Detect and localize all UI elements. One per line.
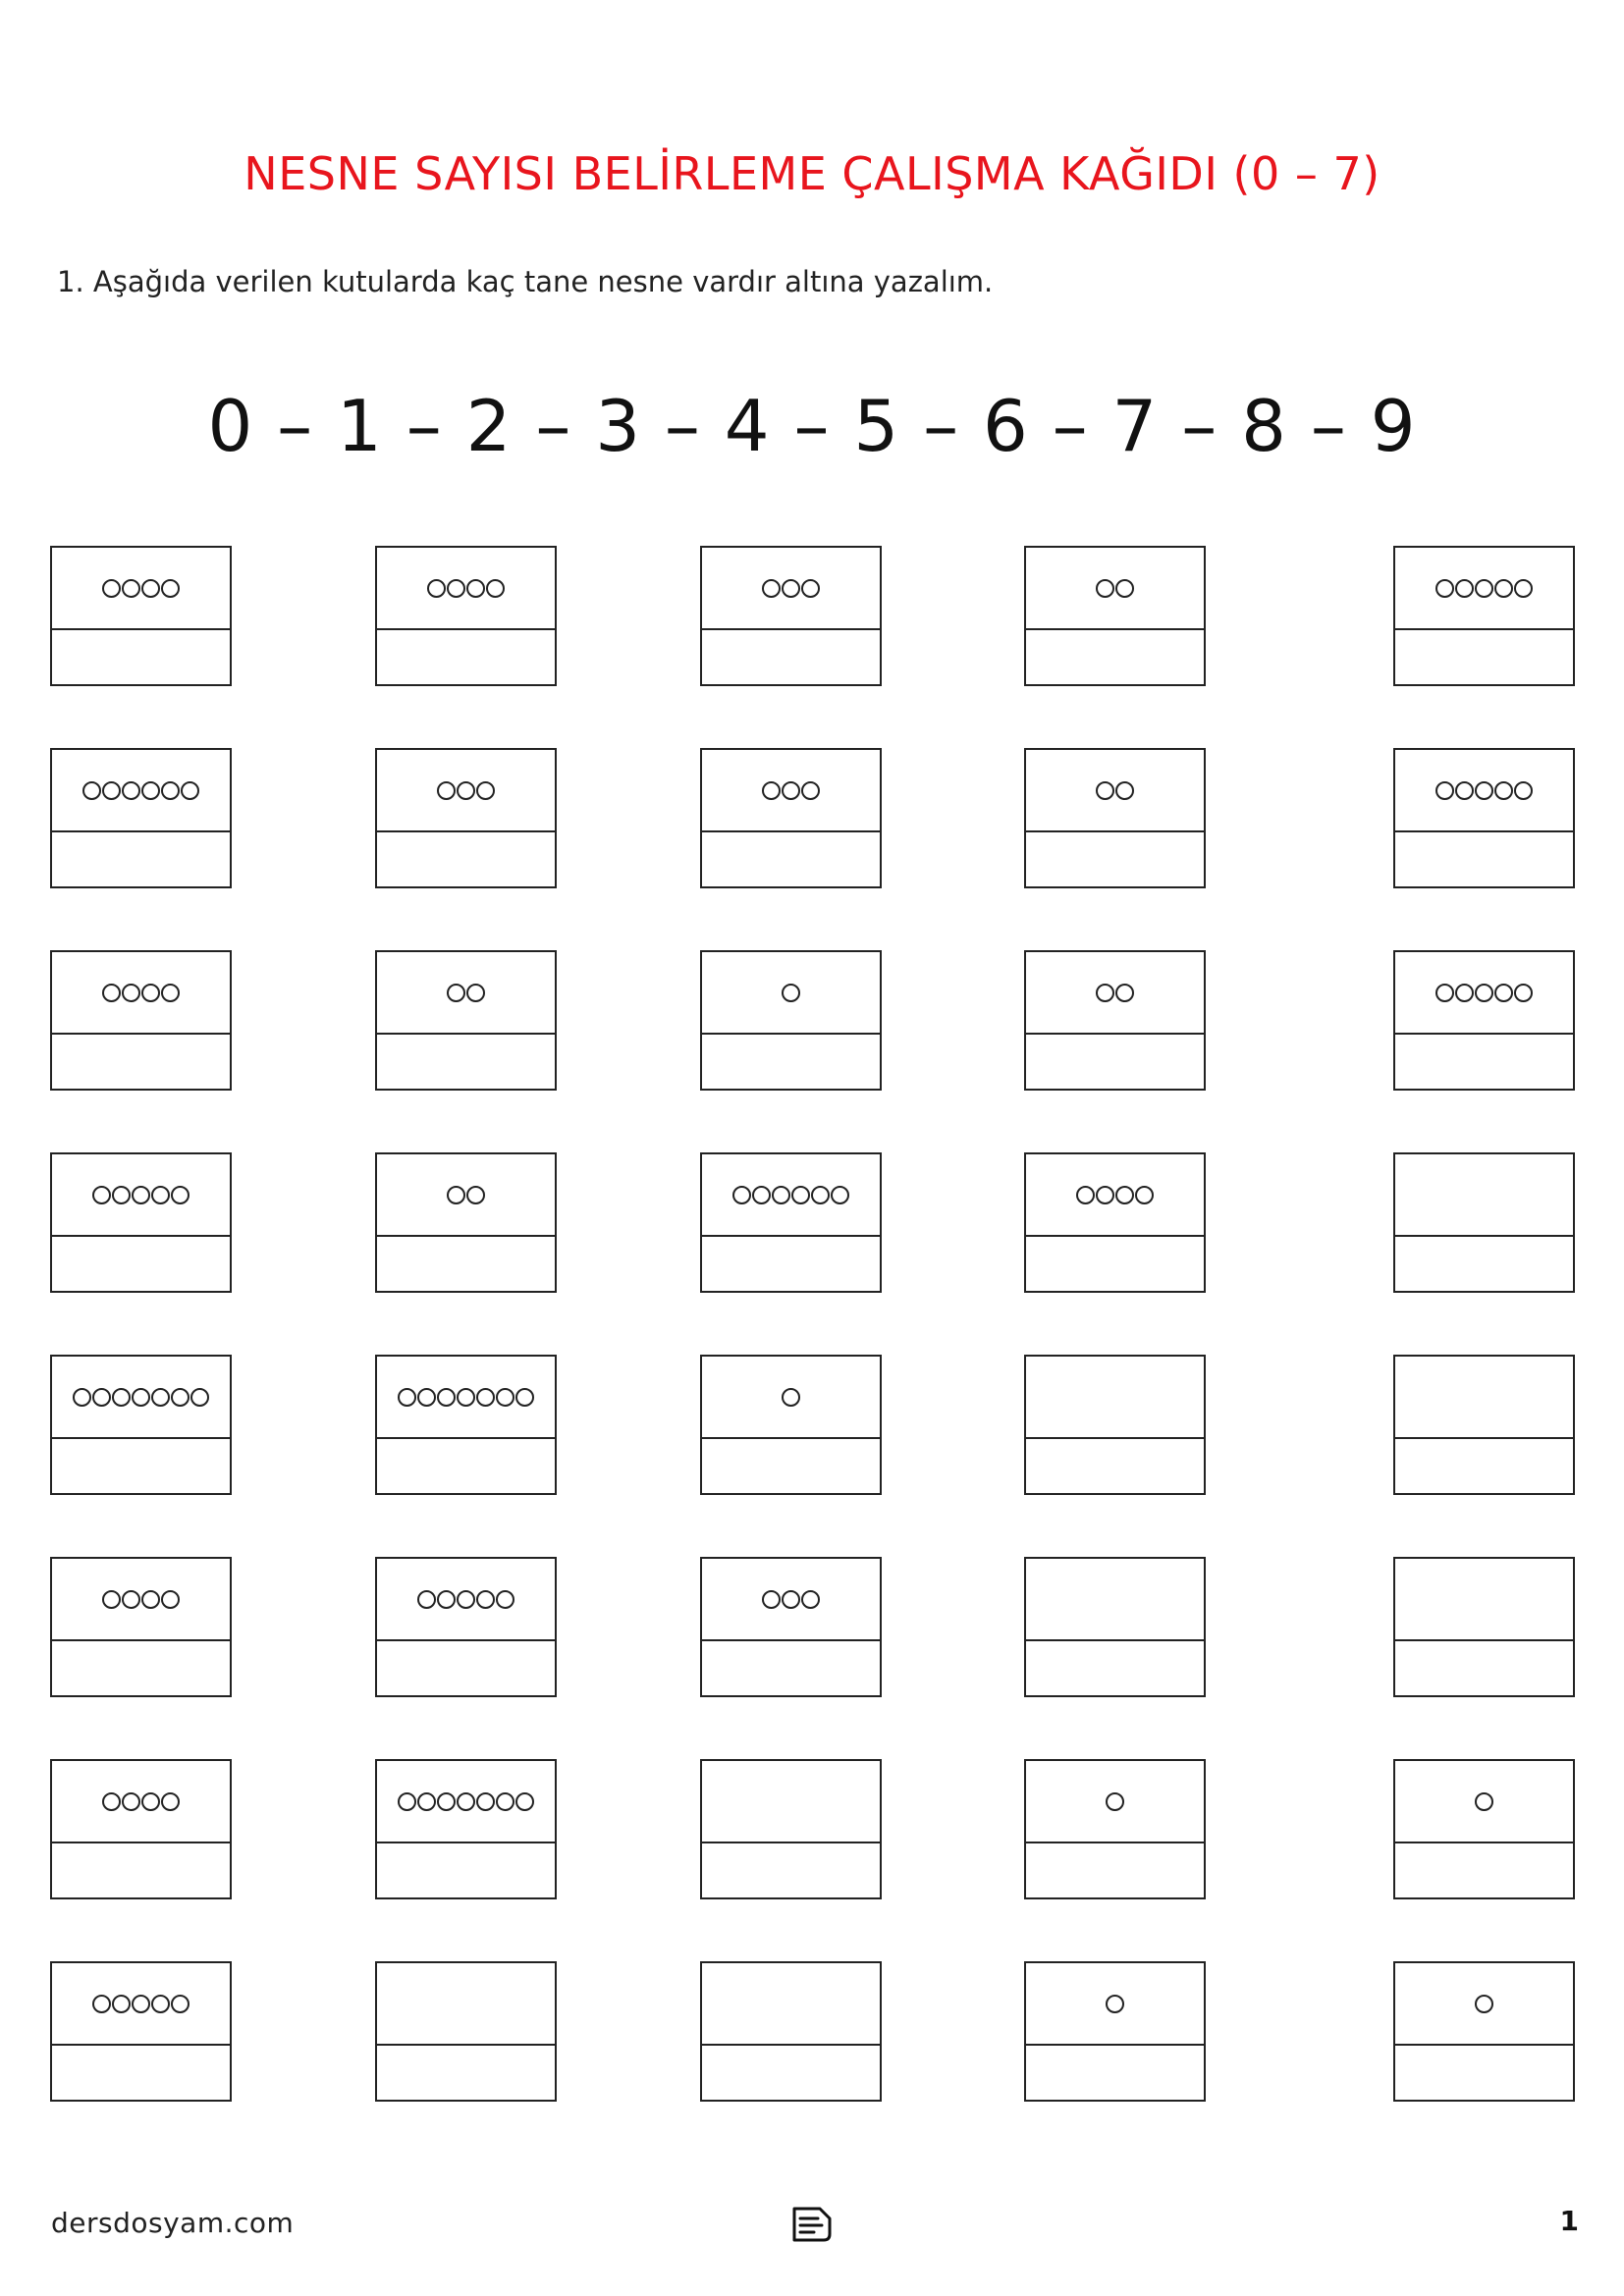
count-box — [1024, 1557, 1206, 1697]
circle-object — [1435, 579, 1454, 598]
object-area — [1395, 1559, 1573, 1641]
circle-object — [92, 1388, 111, 1407]
circle-object — [161, 1792, 180, 1811]
circle-object — [762, 1590, 781, 1609]
circle-object — [132, 1995, 150, 2013]
circle-object — [112, 1186, 131, 1204]
circle-object — [427, 579, 446, 598]
circle-object — [171, 1388, 189, 1407]
answer-field[interactable] — [1026, 1236, 1204, 1291]
circle-object — [151, 1186, 170, 1204]
answer-field[interactable] — [1395, 1640, 1573, 1695]
count-box — [375, 546, 557, 686]
count-box — [375, 1759, 557, 1899]
circle-object — [1475, 1995, 1493, 2013]
circle-object — [141, 579, 160, 598]
answer-field[interactable] — [52, 1640, 230, 1695]
circle-object — [437, 1590, 456, 1609]
count-box — [1393, 1557, 1575, 1697]
object-area — [702, 1559, 880, 1641]
object-area — [52, 952, 230, 1035]
circle-object — [1106, 1792, 1124, 1811]
answer-field[interactable] — [52, 1842, 230, 1897]
count-box — [1024, 1961, 1206, 2102]
count-box — [375, 950, 557, 1091]
circle-object — [457, 1388, 475, 1407]
circle-object — [102, 579, 121, 598]
count-box — [1024, 950, 1206, 1091]
circle-object — [476, 781, 495, 800]
object-area — [52, 1963, 230, 2046]
answer-field[interactable] — [52, 1438, 230, 1493]
circle-object — [476, 1388, 495, 1407]
circle-object — [141, 1590, 160, 1609]
count-box — [1393, 1152, 1575, 1293]
count-box — [50, 950, 232, 1091]
circle-object — [190, 1388, 209, 1407]
circle-object — [782, 781, 800, 800]
object-area — [702, 1154, 880, 1237]
object-area — [377, 1963, 555, 2046]
answer-field[interactable] — [377, 629, 555, 684]
object-area — [1395, 1154, 1573, 1237]
circle-object — [1106, 1995, 1124, 2013]
worksheet-title: NESNE SAYISI BELİRLEME ÇALIŞMA KAĞIDI (0 – 7) — [244, 147, 1380, 200]
answer-field[interactable] — [702, 1236, 880, 1291]
count-box — [700, 1152, 882, 1293]
object-area — [377, 1761, 555, 1843]
circle-object — [141, 781, 160, 800]
circle-object — [398, 1792, 416, 1811]
circle-object — [1115, 579, 1134, 598]
circle-object — [112, 1388, 131, 1407]
circle-object — [782, 579, 800, 598]
circle-object — [151, 1995, 170, 2013]
circle-object — [791, 1186, 810, 1204]
circle-object — [1115, 984, 1134, 1002]
circle-object — [1115, 781, 1134, 800]
circle-object — [801, 1590, 820, 1609]
answer-field[interactable] — [702, 1842, 880, 1897]
answer-field[interactable] — [52, 831, 230, 886]
count-box — [1393, 1961, 1575, 2102]
answer-field[interactable] — [1026, 2045, 1204, 2100]
circle-object — [782, 1388, 800, 1407]
count-box — [50, 1759, 232, 1899]
circle-object — [132, 1186, 150, 1204]
object-area — [1026, 1357, 1204, 1439]
circle-object — [447, 984, 465, 1002]
count-box — [375, 1961, 557, 2102]
circle-object — [122, 1792, 140, 1811]
circle-object — [398, 1388, 416, 1407]
answer-field[interactable] — [52, 1034, 230, 1089]
circle-object — [161, 781, 180, 800]
count-box — [1024, 546, 1206, 686]
answer-field[interactable] — [1395, 1236, 1573, 1291]
object-area — [1026, 1963, 1204, 2046]
count-box — [50, 1152, 232, 1293]
count-box — [50, 1355, 232, 1495]
circle-object — [762, 579, 781, 598]
count-box — [1393, 748, 1575, 888]
circle-object — [447, 579, 465, 598]
circle-object — [437, 781, 456, 800]
count-box — [375, 1152, 557, 1293]
circle-object — [1135, 1186, 1154, 1204]
circle-object — [102, 984, 121, 1002]
object-area — [52, 1559, 230, 1641]
count-box — [700, 1759, 882, 1899]
circle-object — [1514, 579, 1533, 598]
object-area — [52, 1357, 230, 1439]
object-area — [1395, 952, 1573, 1035]
circle-object — [122, 984, 140, 1002]
count-box — [700, 546, 882, 686]
circle-object — [151, 1388, 170, 1407]
circle-object — [1494, 781, 1513, 800]
count-box — [1393, 546, 1575, 686]
answer-field[interactable] — [702, 1640, 880, 1695]
object-area — [702, 750, 880, 832]
answer-field[interactable] — [377, 831, 555, 886]
circle-object — [102, 781, 121, 800]
object-area — [1395, 1761, 1573, 1843]
object-area — [1395, 750, 1573, 832]
circle-object — [496, 1792, 514, 1811]
circle-object — [496, 1590, 514, 1609]
circle-object — [732, 1186, 751, 1204]
circle-object — [112, 1995, 131, 2013]
circle-object — [417, 1590, 436, 1609]
page-number: 1 — [1559, 2205, 1579, 2237]
answer-field[interactable] — [1395, 1438, 1573, 1493]
answer-field[interactable] — [52, 629, 230, 684]
answer-field[interactable] — [1026, 831, 1204, 886]
object-area — [377, 750, 555, 832]
answer-field[interactable] — [1026, 1438, 1204, 1493]
circle-object — [161, 984, 180, 1002]
count-box — [700, 1355, 882, 1495]
circle-object — [515, 1792, 534, 1811]
circle-object — [1096, 1186, 1114, 1204]
object-area — [1026, 1154, 1204, 1237]
circle-object — [1435, 984, 1454, 1002]
circle-object — [1475, 1792, 1493, 1811]
object-area — [52, 1761, 230, 1843]
circle-object — [417, 1792, 436, 1811]
answer-field[interactable] — [702, 831, 880, 886]
circle-object — [73, 1388, 91, 1407]
count-box — [700, 748, 882, 888]
answer-field[interactable] — [702, 1438, 880, 1493]
answer-field[interactable] — [377, 1640, 555, 1695]
answer-field[interactable] — [377, 1438, 555, 1493]
object-area — [702, 548, 880, 630]
object-area — [1395, 548, 1573, 630]
circle-object — [1115, 1186, 1134, 1204]
footer-site: dersdosyam.com — [51, 2207, 295, 2239]
circle-object — [1475, 579, 1493, 598]
circle-object — [1475, 781, 1493, 800]
circle-object — [831, 1186, 849, 1204]
circle-object — [181, 781, 199, 800]
circle-object — [457, 1792, 475, 1811]
count-box — [50, 1961, 232, 2102]
object-area — [1026, 1559, 1204, 1641]
circle-object — [762, 781, 781, 800]
circle-object — [437, 1792, 456, 1811]
count-box — [375, 748, 557, 888]
object-area — [377, 1357, 555, 1439]
circle-object — [496, 1388, 514, 1407]
object-area — [1026, 952, 1204, 1035]
answer-field[interactable] — [377, 1236, 555, 1291]
count-box — [700, 1961, 882, 2102]
answer-field[interactable] — [377, 1034, 555, 1089]
circle-object — [782, 1590, 800, 1609]
answer-field[interactable] — [1395, 629, 1573, 684]
answer-field[interactable] — [1026, 629, 1204, 684]
count-box — [1024, 1759, 1206, 1899]
circle-object — [782, 984, 800, 1002]
circle-object — [811, 1186, 830, 1204]
answer-field[interactable] — [1395, 831, 1573, 886]
object-area — [377, 1154, 555, 1237]
instruction-text: 1. Aşağıda verilen kutularda kaç tane nesne vardır altına yazalım. — [57, 265, 994, 298]
circle-object — [132, 1388, 150, 1407]
count-box — [700, 1557, 882, 1697]
object-area — [52, 750, 230, 832]
circle-object — [1076, 1186, 1095, 1204]
answer-field[interactable] — [377, 2045, 555, 2100]
circle-object — [457, 1590, 475, 1609]
circle-object — [801, 579, 820, 598]
circle-object — [437, 1388, 456, 1407]
object-area — [377, 952, 555, 1035]
object-area — [702, 1761, 880, 1843]
circle-object — [515, 1388, 534, 1407]
count-box — [50, 748, 232, 888]
circle-object — [466, 984, 485, 1002]
circle-object — [1096, 984, 1114, 1002]
circle-object — [466, 1186, 485, 1204]
object-area — [377, 1559, 555, 1641]
circle-object — [161, 579, 180, 598]
circle-object — [476, 1590, 495, 1609]
answer-field[interactable] — [702, 629, 880, 684]
answer-field[interactable] — [1395, 1842, 1573, 1897]
count-box — [375, 1355, 557, 1495]
circle-object — [122, 579, 140, 598]
count-box — [1393, 1355, 1575, 1495]
object-area — [1395, 1357, 1573, 1439]
answer-field[interactable] — [702, 1034, 880, 1089]
circle-object — [161, 1590, 180, 1609]
circle-object — [801, 781, 820, 800]
object-area — [702, 1963, 880, 2046]
circle-object — [1455, 579, 1474, 598]
document-lines-icon — [790, 2205, 834, 2244]
count-box — [1024, 1355, 1206, 1495]
circle-object — [122, 1590, 140, 1609]
circle-object — [1435, 781, 1454, 800]
object-area — [52, 548, 230, 630]
circle-object — [486, 579, 505, 598]
circle-object — [92, 1995, 111, 2013]
circle-object — [82, 781, 101, 800]
count-box — [375, 1557, 557, 1697]
circle-object — [1475, 984, 1493, 1002]
circle-object — [102, 1792, 121, 1811]
count-box — [1024, 1152, 1206, 1293]
circle-object — [752, 1186, 771, 1204]
circle-object — [1096, 781, 1114, 800]
object-area — [1026, 750, 1204, 832]
object-area — [702, 1357, 880, 1439]
answer-field[interactable] — [1395, 2045, 1573, 2100]
circle-object — [1514, 781, 1533, 800]
answer-field[interactable] — [52, 1236, 230, 1291]
circle-object — [772, 1186, 790, 1204]
answer-field[interactable] — [1026, 1640, 1204, 1695]
answer-field[interactable] — [1026, 1842, 1204, 1897]
circle-object — [417, 1388, 436, 1407]
object-area — [702, 952, 880, 1035]
circle-object — [141, 984, 160, 1002]
count-box — [1393, 1759, 1575, 1899]
circle-object — [476, 1792, 495, 1811]
object-area — [52, 1154, 230, 1237]
circle-object — [466, 579, 485, 598]
answer-field[interactable] — [702, 2045, 880, 2100]
circle-object — [122, 781, 140, 800]
answer-field[interactable] — [52, 2045, 230, 2100]
circle-object — [1494, 984, 1513, 1002]
count-box — [50, 546, 232, 686]
answer-field[interactable] — [1026, 1034, 1204, 1089]
object-area — [1026, 1761, 1204, 1843]
object-area — [377, 548, 555, 630]
circle-object — [171, 1995, 189, 2013]
count-box — [50, 1557, 232, 1697]
object-area — [1395, 1963, 1573, 2046]
count-box — [1393, 950, 1575, 1091]
circle-object — [447, 1186, 465, 1204]
circle-object — [1494, 579, 1513, 598]
circle-object — [141, 1792, 160, 1811]
circle-object — [1455, 781, 1474, 800]
answer-field[interactable] — [377, 1842, 555, 1897]
circle-object — [1096, 579, 1114, 598]
circle-object — [1455, 984, 1474, 1002]
circle-object — [92, 1186, 111, 1204]
circle-object — [1514, 984, 1533, 1002]
count-box — [1024, 748, 1206, 888]
circle-object — [457, 781, 475, 800]
object-area — [1026, 548, 1204, 630]
count-box — [700, 950, 882, 1091]
circle-object — [102, 1590, 121, 1609]
answer-field[interactable] — [1395, 1034, 1573, 1089]
number-line: 0 – 1 – 2 – 3 – 4 – 5 – 6 – 7 – 8 – 9 — [207, 385, 1417, 467]
circle-object — [171, 1186, 189, 1204]
